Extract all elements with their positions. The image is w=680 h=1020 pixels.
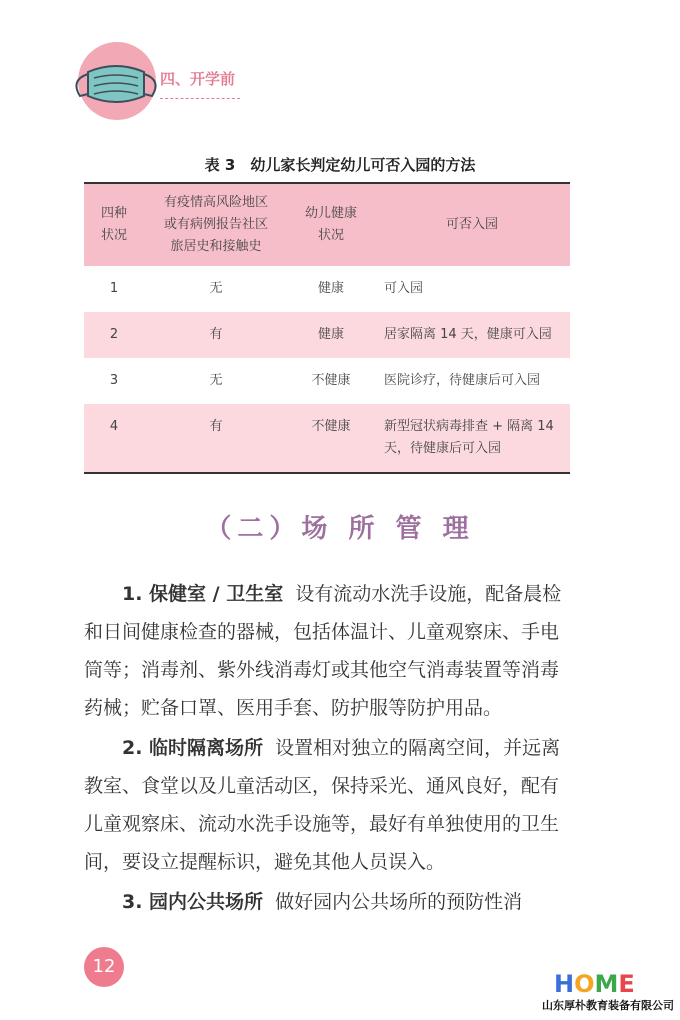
cell-history: 有 bbox=[209, 419, 223, 434]
cell-admission: 新型冠状病毒排查 + 隔离 14 天，待健康后可入园 bbox=[384, 419, 554, 456]
col-header-admission: 可否入园 bbox=[445, 217, 498, 232]
cell-history: 无 bbox=[209, 281, 223, 296]
col-header-health: 幼儿健康 状况 bbox=[304, 206, 357, 243]
col-header-history: 有疫情高风险地区 或有病例报告社区 旅居史和接触史 bbox=[163, 195, 268, 254]
cell-health: 不健康 bbox=[311, 419, 351, 434]
cell-history: 有 bbox=[209, 327, 223, 342]
table-row bbox=[84, 358, 570, 404]
cell-health: 不健康 bbox=[311, 373, 351, 388]
paragraph-text: 设有流动水洗手设施，配备晨检和日间健康检查的器械，包括体温计、儿童观察床、手电筒等；消毒剂、紫外线消毒灯或其他空气消毒装置等消毒药械；贮备口罩、医用手套、防护服等防护用品。 bbox=[84, 583, 562, 719]
cell-history: 无 bbox=[209, 373, 223, 388]
cell-health: 健康 bbox=[317, 281, 344, 296]
paragraph-text: 做好园内公共场所的预防性消 bbox=[275, 891, 523, 913]
cell-case: 1 bbox=[109, 281, 119, 296]
section-heading: （二）场 所 管 理 bbox=[205, 514, 475, 544]
cell-case: 2 bbox=[109, 327, 119, 342]
paragraph bbox=[84, 729, 576, 881]
cell-case: 3 bbox=[109, 373, 119, 388]
table-row bbox=[84, 404, 570, 473]
col-header-case: 四种 状况 bbox=[100, 206, 127, 243]
page-number: 12 bbox=[84, 947, 124, 987]
body-text bbox=[84, 575, 576, 923]
admission-table bbox=[84, 182, 570, 474]
paragraph-text: 设置相对独立的隔离空间，并远离教室、食堂以及儿童活动区，保持采光、通风良好，配有儿童观察床、流动水洗手设施等，最好有单独使用的卫生间，要设立提醒标识，避免其他人员误入。 bbox=[84, 737, 561, 873]
table-row bbox=[84, 266, 570, 312]
cell-admission: 居家隔离 14 天，健康可入园 bbox=[384, 327, 552, 342]
face-mask-icon bbox=[66, 50, 166, 120]
cell-case: 4 bbox=[109, 419, 119, 434]
cell-admission: 可入园 bbox=[384, 281, 424, 296]
paragraph-label: 1. 保健室 / 卫生室 bbox=[122, 583, 284, 605]
company-name: 山东厚朴教育装备有限公司 bbox=[542, 999, 674, 1012]
cell-health: 健康 bbox=[317, 327, 344, 342]
table-row bbox=[84, 312, 570, 358]
company-logo: HOME bbox=[554, 970, 635, 998]
paragraph-label: 3. 园内公共场所 bbox=[122, 891, 264, 913]
paragraph bbox=[84, 575, 576, 727]
cell-admission: 医院诊疗，待健康后可入园 bbox=[384, 373, 541, 388]
section-tag: 四、开学前 bbox=[160, 70, 236, 88]
paragraph bbox=[84, 883, 576, 921]
dash-divider bbox=[160, 98, 240, 99]
paragraph-label: 2. 临时隔离场所 bbox=[122, 737, 264, 759]
table-title: 表 3 幼儿家长判定幼儿可否入园的方法 bbox=[204, 156, 476, 174]
